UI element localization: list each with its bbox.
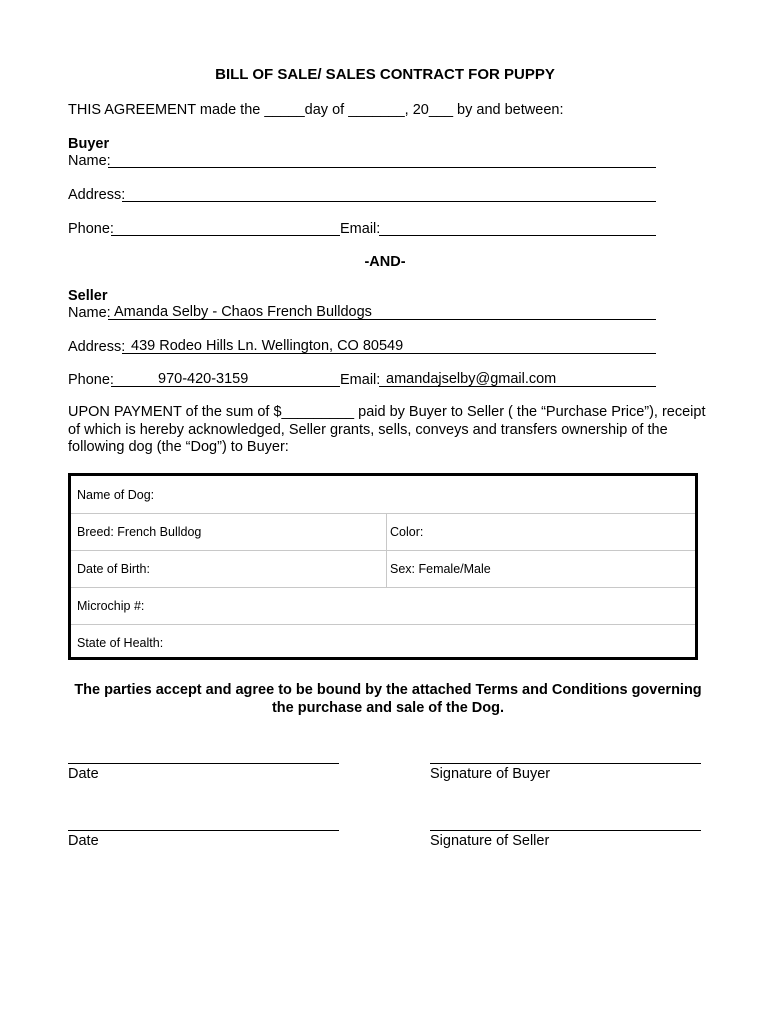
seller-phone-value: 970-420-3159 xyxy=(158,371,249,387)
buyer-address-field[interactable] xyxy=(122,201,656,202)
seller-address-label: Address: xyxy=(68,339,126,355)
seller-phone-label: Phone: xyxy=(68,372,114,388)
buyer-email-label: Email: xyxy=(340,221,381,237)
table-row xyxy=(71,624,695,657)
column-divider xyxy=(386,513,387,550)
seller-signature-label: Signature of Seller xyxy=(430,833,550,849)
buyer-signature-line[interactable] xyxy=(430,763,701,764)
seller-name-value: Amanda Selby - Chaos French Bulldogs xyxy=(114,304,372,320)
sex-cell[interactable]: Sex: Female/Male xyxy=(390,562,491,576)
payment-paragraph: UPON PAYMENT of the sum of $_________ paid by Buyer to Seller ( the “Purchase Price”), receipt of which is hereby acknowledged, Seller grants, sells, conveys and transfers ownership of the following dog (the “Dog”) to Buyer: xyxy=(68,404,706,455)
color-cell[interactable]: Color: xyxy=(390,525,424,539)
seller-name-label: Name: xyxy=(68,305,111,321)
table-row xyxy=(71,587,695,625)
seller-date-line[interactable] xyxy=(68,830,339,831)
acceptance-statement: The parties accept and agree to be bound by the attached Terms and Conditions governing the purchase and sale of the Dog. xyxy=(74,682,702,716)
buyer-signature-label: Signature of Buyer xyxy=(430,766,551,782)
table-row xyxy=(71,476,695,514)
seller-email-value: amandajselby@gmail.com xyxy=(386,371,557,387)
seller-address-value: 439 Rodeo Hills Ln. Wellington, CO 80549 xyxy=(131,338,404,354)
document-title: BILL OF SALE/ SALES CONTRACT FOR PUPPY xyxy=(215,66,555,83)
buyer-name-field[interactable] xyxy=(108,167,656,168)
buyer-address-label: Address: xyxy=(68,187,126,203)
buyer-name-label: Name: xyxy=(68,153,111,169)
breed-cell[interactable]: Breed: French Bulldog xyxy=(77,525,202,539)
buyer-date-label: Date xyxy=(68,766,99,782)
dog-details-table xyxy=(68,473,698,660)
and-separator: -AND- xyxy=(364,254,406,270)
seller-date-label: Date xyxy=(68,833,99,849)
date-of-birth-cell[interactable]: Date of Birth: xyxy=(77,562,150,576)
buyer-phone-field[interactable] xyxy=(111,235,340,236)
microchip-cell[interactable]: Microchip #: xyxy=(77,599,145,613)
name-of-dog-cell[interactable]: Name of Dog: xyxy=(77,488,155,502)
table-row xyxy=(71,513,695,551)
seller-signature-line[interactable] xyxy=(430,830,701,831)
seller-heading: Seller xyxy=(68,288,108,304)
buyer-heading: Buyer xyxy=(68,136,110,152)
seller-email-label: Email: xyxy=(340,372,381,388)
buyer-date-line[interactable] xyxy=(68,763,339,764)
state-of-health-cell[interactable]: State of Health: xyxy=(77,636,164,650)
buyer-phone-label: Phone: xyxy=(68,221,114,237)
agreement-line: THIS AGREEMENT made the _____day of _______, 20___ by and between: xyxy=(68,102,564,118)
buyer-email-field[interactable] xyxy=(379,235,656,236)
table-row xyxy=(71,550,695,588)
column-divider xyxy=(386,550,387,587)
